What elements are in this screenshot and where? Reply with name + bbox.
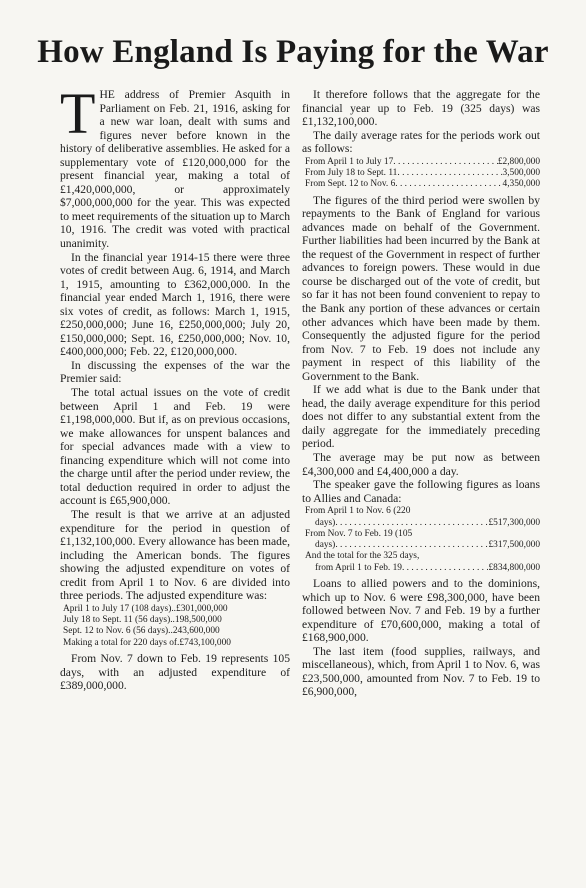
loan-row — [305, 540, 540, 551]
paragraph-nov-to-feb: From Nov. 7 down to Feb. 19 represents 105 days, with an adjusted expenditure of £389,000,000. — [60, 651, 290, 693]
row-label: days) — [315, 517, 336, 528]
right-column — [302, 88, 540, 878]
leader-dots — [397, 168, 502, 179]
paragraph-average: The average may be put now as between £4,300,000 and £4,400,000 a day. — [302, 451, 540, 478]
paragraph-daily-rates: The daily average rates for the periods work out as follows: — [302, 128, 540, 156]
row-value: £834,800,000 — [488, 562, 540, 573]
rate-row — [305, 168, 540, 179]
row-label: April 1 to July 17 (108 days).. — [63, 603, 177, 614]
loans-table — [305, 506, 540, 574]
loan-row-label: From Nov. 7 to Feb. 19 (105 — [305, 528, 413, 539]
row-value: £317,500,000 — [488, 540, 540, 551]
rate-row — [305, 157, 540, 168]
drop-cap: T — [60, 88, 96, 146]
row-label: July 18 to Sept. 11 (56 days).. — [63, 615, 175, 626]
loan-row — [305, 518, 540, 529]
row-value: £2,800,000 — [497, 156, 540, 167]
daily-rates-table — [305, 157, 540, 191]
loan-row-label: From April 1 to Nov. 6 (220 — [305, 506, 411, 517]
row-label: From April 1 to July 17 — [305, 156, 394, 167]
paragraph-third-period: The figures of the third period were swollen by repayments to the Bank of England for various advances made on behalf of the Government. Further liabilities had been incurred by the Bank at the request of the Government in respect of further advances to foreign powers. These would in due course be discharged out of the vote of credit, but so far it has not been found convenient to repay to the Bank any portion of these advances or certain other advances which have been made by them. Consequently the adjusted figure for the period from Nov. 7 to Feb. 19 does not include any payment in respect of this liability of the Government to the Bank. — [302, 193, 540, 383]
paragraph-intro — [60, 88, 290, 251]
row-label: from April 1 to Feb. 19 — [315, 562, 402, 573]
leader-dots — [335, 518, 488, 529]
paragraph-bank-due: If we add what is due to the Bank under that head, the daily average expenditure for this period does not differ to any substantial extent from the daily aggregate for the immediately preceding period. — [302, 383, 540, 451]
row-label: days) — [315, 540, 336, 551]
expenditure-row — [63, 626, 290, 637]
paragraph-dominion-loans: Loans to allied powers and to the dominions, which up to Nov. 6 were £98,300,000, have been followed between Nov. 7 and Feb. 19 by a further expenditure of £70,600,000, making a total of £168,900,000. — [302, 576, 540, 645]
expenditure-row — [63, 604, 290, 615]
article-title: How England Is Paying for the War — [37, 34, 549, 70]
row-label: From Sept. 12 to Nov. 6 — [305, 179, 396, 190]
leader-dots — [335, 540, 488, 551]
row-value: 243,600,000 — [172, 626, 220, 637]
row-value: 198,500,000 — [174, 615, 222, 626]
row-label: Sept. 12 to Nov. 6 (56 days).. — [63, 626, 173, 637]
paragraph-aggregate: It therefore follows that the aggregate for the financial year up to Feb. 19 (325 days) was £1,132,100,000. — [302, 88, 540, 129]
paragraph-intro-text: HE address of Premier Asquith in Parliament on Feb. 21, 1916, asking for a new war loan, dealt with sums and figures never before known in the history of deliberative assemblies. He asked for a supplementary vote of £120,000,000 for the present financial year, making a total of £1,420,000,000, or approximately $7,000,000,000 for the year. This was expected to meet requirements of the situation up to March 10, 1916. The credit was voted with practical unanimity. — [60, 88, 290, 251]
paragraph-votes-of-credit: In the financial year 1914-15 there were three votes of credit between Aug. 6, 1914, and March 1, 1915, amounting to £362,000,000. In the financial year ended March 1, 1916, there were six votes of credit, as follows: March 1, 1915, £250,000,000; June 16, £250,000,000; July 20, £150,000,000; Sept. 16, £250,000,000; Nov. 10, £400,000,000; Feb. 22, £120,000,000. — [60, 250, 290, 359]
paragraph-last-item: The last item (food supplies, railways, and miscellaneous), which, from April 1 to Nov. 6, was £23,500,000, amounted from Nov. 7 to Feb. 19 to £6,900,000, — [302, 644, 540, 699]
leader-dots — [393, 157, 498, 168]
leader-dots — [402, 563, 488, 574]
row-value: 3,500,000 — [502, 168, 540, 179]
row-value: £517,300,000 — [488, 517, 540, 528]
row-label: From July 18 to Sept. 11 — [305, 168, 398, 179]
expenditure-row — [63, 615, 290, 626]
left-column — [60, 88, 290, 878]
paragraph-premier-said: In discussing the expenses of the war the Premier said: — [60, 358, 290, 386]
paragraph-loans-intro: The speaker gave the following figures as loans to Allies and Canada: — [302, 478, 540, 505]
expenditure-table — [63, 604, 290, 649]
row-value: £301,000,000 — [176, 603, 228, 614]
loan-row — [305, 563, 540, 574]
paragraph-total-issues: The total actual issues on the vote of credit between April 1 and Feb. 19 were £1,198,000,000. But if, as on previous occasions, we make allowances for unspent balances and for special advances made with a view to financing expenditure which will not come into the charge until after the period under review, the total deduction required in order to adjust the account is £65,900,000. — [60, 386, 290, 508]
loan-row-label: And the total for the 325 days, — [305, 551, 420, 562]
paragraph-adjusted-expenditure: The result is that we arrive at an adjusted expenditure for the period in question of £1,132,100,000. Every allowance has been made, including the American bonds. The figures showing the adjusted expenditure on votes of credit from April 1 to Nov. 6 are divided into three periods. The adjusted expenditure was: — [60, 507, 290, 603]
expenditure-total: Making a total for 220 days of.£743,100,000 — [63, 637, 231, 648]
leader-dots — [395, 179, 502, 190]
row-value: 4,350,000 — [502, 179, 540, 190]
rate-row — [305, 179, 540, 190]
